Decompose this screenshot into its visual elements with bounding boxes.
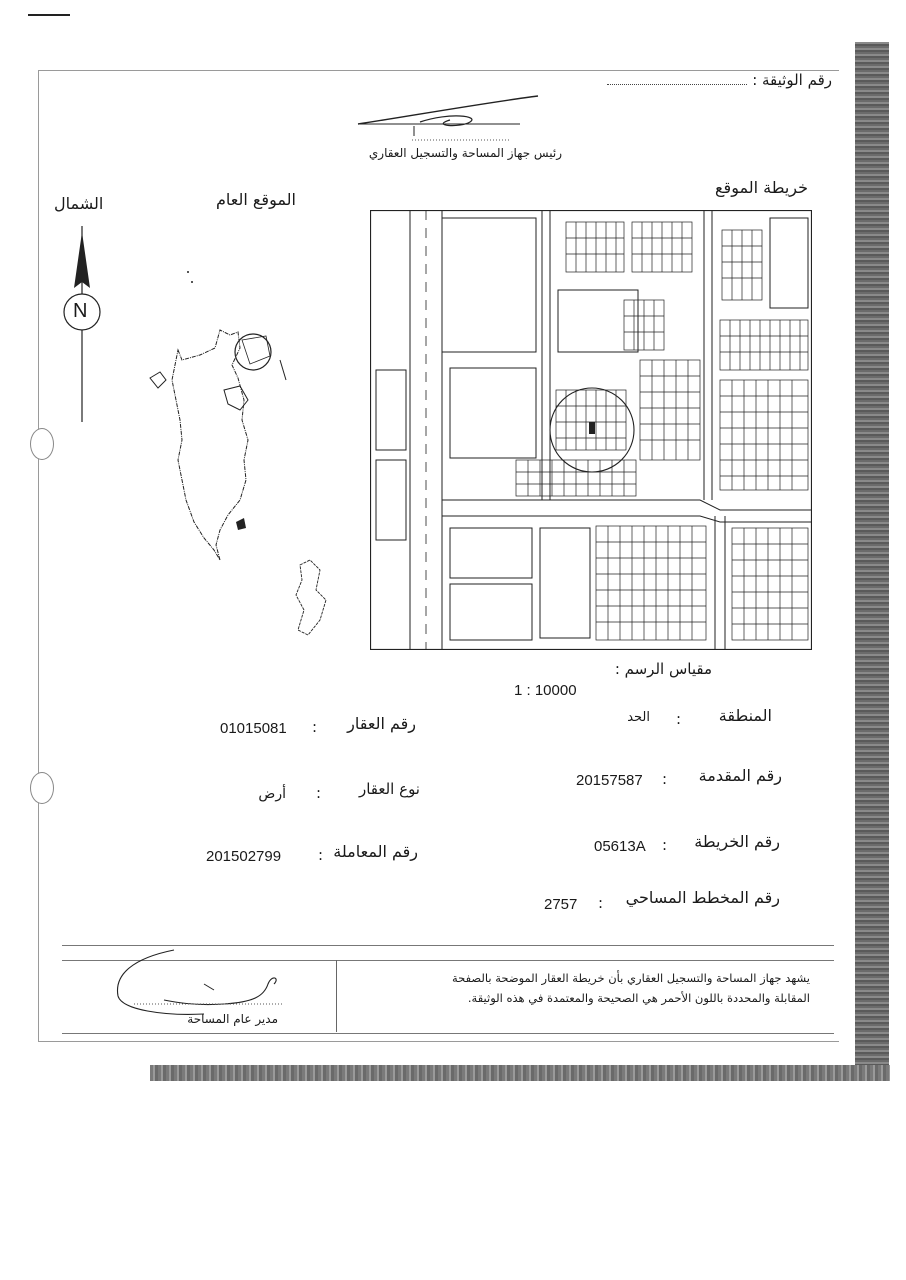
front-number-value: 20157587	[576, 772, 643, 789]
transaction-number-label: رقم المعاملة	[333, 842, 418, 861]
property-type-label: نوع العقار	[358, 780, 420, 798]
north-letter: N	[73, 300, 88, 322]
north-arrow-icon	[52, 226, 112, 426]
scan-edge-bottom	[150, 1065, 890, 1081]
scale-row	[615, 660, 712, 678]
general-location-map	[120, 260, 350, 650]
scale-value: 1 : 10000	[514, 682, 577, 699]
map-number-label: رقم الخريطة	[694, 832, 780, 851]
scale-label: مقياس الرسم :	[614, 660, 712, 678]
top-left-mark	[28, 14, 70, 16]
front-number-label: رقم المقدمة	[698, 766, 782, 785]
punch-hole-lower	[30, 772, 54, 804]
general-location-label: الموقع العام	[216, 190, 296, 209]
punch-hole-upper	[30, 428, 54, 460]
property-type-colon: :	[316, 784, 322, 802]
certification-text	[370, 968, 810, 1008]
certification-line-1: يشهد جهاز المساحة والتسجيل العقاري بأن خريطة العقار الموضحة بالصفحة	[451, 971, 810, 985]
scan-edge-right	[855, 42, 889, 1072]
certification-line-2: المقابلة والمحددة باللون الأحمر هي الصحيحة والمعتمدة في هذه الوثيقة.	[467, 991, 810, 1005]
document-number-dots	[607, 84, 747, 85]
president-signature	[350, 92, 550, 142]
property-number-colon: :	[312, 718, 318, 736]
president-title: رئيس جهاز المساحة والتسجيل العقاري	[368, 146, 562, 160]
director-title: مدير عام المساحة	[187, 1012, 278, 1026]
front-number-colon: :	[662, 770, 668, 788]
document-number-label: رقم الوثيقة :	[752, 71, 832, 89]
map-number-value: 05613A	[594, 838, 646, 855]
region-label: المنطقة	[718, 706, 772, 725]
transaction-number-value: 201502799	[206, 848, 282, 865]
survey-plan-colon: :	[598, 894, 604, 912]
map-number-colon: :	[662, 836, 668, 854]
survey-plan-label: رقم المخطط المساحي	[625, 888, 780, 907]
property-number-label: رقم العقار	[347, 714, 416, 733]
footer-divider	[336, 960, 337, 1032]
site-plan-map	[370, 210, 812, 650]
site-map-label: خريطة الموقع	[715, 178, 808, 197]
transaction-number-colon: :	[318, 846, 324, 864]
region-colon: :	[676, 710, 682, 728]
property-type-value: أرض	[258, 786, 286, 802]
region-value: الحد	[627, 710, 650, 725]
document-number-row	[607, 70, 832, 89]
property-number-value: 01015081	[220, 720, 287, 737]
north-label: الشمال	[54, 194, 104, 213]
survey-plan-value: 2757	[544, 896, 578, 913]
